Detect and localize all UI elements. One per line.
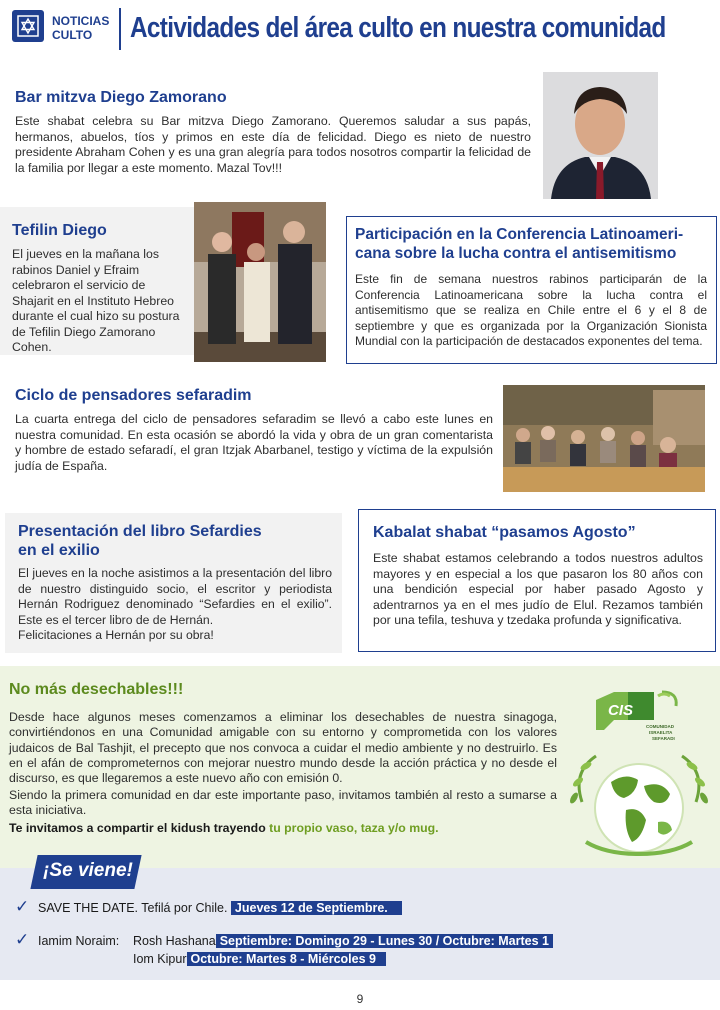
tefilin-title: Tefilin Diego — [12, 222, 107, 239]
rosh-hashana-dates: Septiembre: Domingo 29 - Lunes 30 / Octubre: Martes 1 — [216, 934, 553, 948]
cis-logo-line3: SEFARADI — [652, 736, 675, 741]
save-the-date-line — [38, 901, 402, 915]
green-globe-illustration — [566, 742, 712, 860]
desechables-title: No más desechables!!! — [9, 681, 184, 698]
bar-mitzva-body: Este shabat celebra su Bar mitzva Diego Zamorano. Queremos saludar a sus papás, hermanos, abuelos, tíos y primos en este día de felicidad. Diego es nieto de nuestro presidente Abraham Cohen y es una gran alegría para todos nosotros compartir la felicidad de la familia por llegar a este momento. Mazal Tov!!! — [15, 114, 531, 175]
libro-body: El jueves en la noche asistimos a la presentación del libro de nuestro distinguido socio, el escritor y periodista Hernán Rodriguez denominado “Sefardies en el exilio”. Este es el tercer libro de de Hernán. — [18, 566, 332, 627]
conferencia-title-line1: Participación en la Conferencia Latinoameri- — [355, 226, 684, 243]
libro-closing: Felicitaciones a Hernán por su obra! — [18, 628, 214, 642]
conferencia-title — [355, 225, 713, 263]
libro-title-line1: Presentación del libro Sefardies — [18, 523, 262, 540]
desechables-cta-highlight: tu propio vaso, taza y/o mug. — [269, 821, 439, 835]
ciclo-title: Ciclo de pensadores sefaradim — [15, 387, 252, 404]
se-viene-badge-text: ¡Se viene! — [43, 860, 133, 881]
tefilin-group-photo — [194, 202, 326, 362]
cis-logo-text — [646, 724, 675, 742]
tefilin-body: El jueves en la mañana los rabinos Daniel y Efraim celebraron el servicio de Shajarit en el Instituto Hebreo durante el cual hizo su postura de Tefilin Diego Zamorano Cohen. — [12, 247, 180, 354]
cis-logo-acronym: CIS — [608, 702, 634, 719]
rosh-hashana-label: Rosh Hashana — [133, 934, 216, 948]
section-label — [52, 14, 109, 42]
section-label-line2: CULTO — [52, 28, 93, 42]
desechables-body: Desde hace algunos meses comenzamos a eliminar los desechables de nuestra sinagoga, convirtiéndonos en una Comunidad amigable con su entorno y comprometida con los valores judaicos de Bal Tashjit, el precepto que nos convoca a cuidar el medio ambiente y no destruirlo. Es en el afán de comprometernos con mejorar nuestro mundo desde la acción práctica y no desde el discurso, es que llegaremos a este nuevo año con emisión 0. — [9, 710, 557, 786]
iom-kipur-label: Iom Kipur — [133, 952, 187, 966]
diego-portrait-photo — [543, 72, 658, 199]
rosh-hashana-line — [133, 934, 553, 948]
save-the-date-text: SAVE THE DATE. Tefilá por Chile. — [38, 901, 231, 915]
page-number: 9 — [356, 992, 364, 1006]
kabalat-body: Este shabat estamos celebrando a todos nuestros adultos mayores y en especial a los que pasaron los 80 años con una bendición especial por haber pasado Agosto y adentrarnos ya en el mes judío de Elul. Rezamos también por una tefila, teshuva y tzedaka profunda y significativa. — [373, 551, 703, 627]
libro-title-line2: en el exilio — [18, 542, 100, 559]
libro-title — [18, 522, 262, 560]
desechables-body2: Siendo la primera comunidad en dar este importante paso, invitamos también al resto a sumarse a esta iniciativa. — [9, 788, 557, 818]
iom-kipur-line — [133, 952, 386, 966]
cis-logo-line2: ISRAELITA — [649, 730, 673, 735]
desechables-cta — [9, 821, 557, 837]
star-of-david-icon — [12, 10, 44, 42]
checkmark-icon: ✓ — [15, 930, 30, 949]
conferencia-body: Este fin de semana nuestros rabinos participarán de la Conferencia Latinoamericana sobre la lucha contra el antisemitismo que se realiza en Chile entre el 6 y el 8 de septiembre y que es organizada por la Organización Sionista Mundial con la participación de destacados exponentes del tema. — [355, 272, 707, 348]
kabalat-title: Kabalat shabat “pasamos Agosto” — [373, 524, 636, 541]
header-divider — [119, 8, 121, 50]
section-label-line1: NOTICIAS — [52, 14, 110, 28]
checkmark-icon: ✓ — [15, 897, 30, 916]
iamim-noraim-label: Iamim Noraim: — [38, 934, 120, 948]
save-the-date-highlight: Jueves 12 de Septiembre. — [231, 901, 402, 915]
desechables-cta-prefix: Te invitamos a compartir el kidush trayendo — [9, 821, 270, 835]
iom-kipur-dates: Octubre: Martes 8 - Miércoles 9 — [187, 952, 386, 966]
page-title: Actividades del área culto en nuestra comunidad — [130, 12, 666, 44]
bar-mitzva-title: Bar mitzva Diego Zamorano — [15, 89, 227, 106]
conferencia-title-line2: cana sobre la lucha contra el antisemitismo — [355, 245, 677, 262]
ciclo-audience-photo — [503, 385, 705, 492]
ciclo-body: La cuarta entrega del ciclo de pensadores sefaradim se llevó a cabo este lunes en nuestra comunidad. En esta ocasión se abordó la vida y obra de un gran comentarista y hombre de estado sefaradí, el gran Itzjak Abarbanel, testigo y víctima de la expulsión judía de España. — [15, 412, 493, 473]
cis-logo-line1: COMUNIDAD — [646, 724, 674, 729]
